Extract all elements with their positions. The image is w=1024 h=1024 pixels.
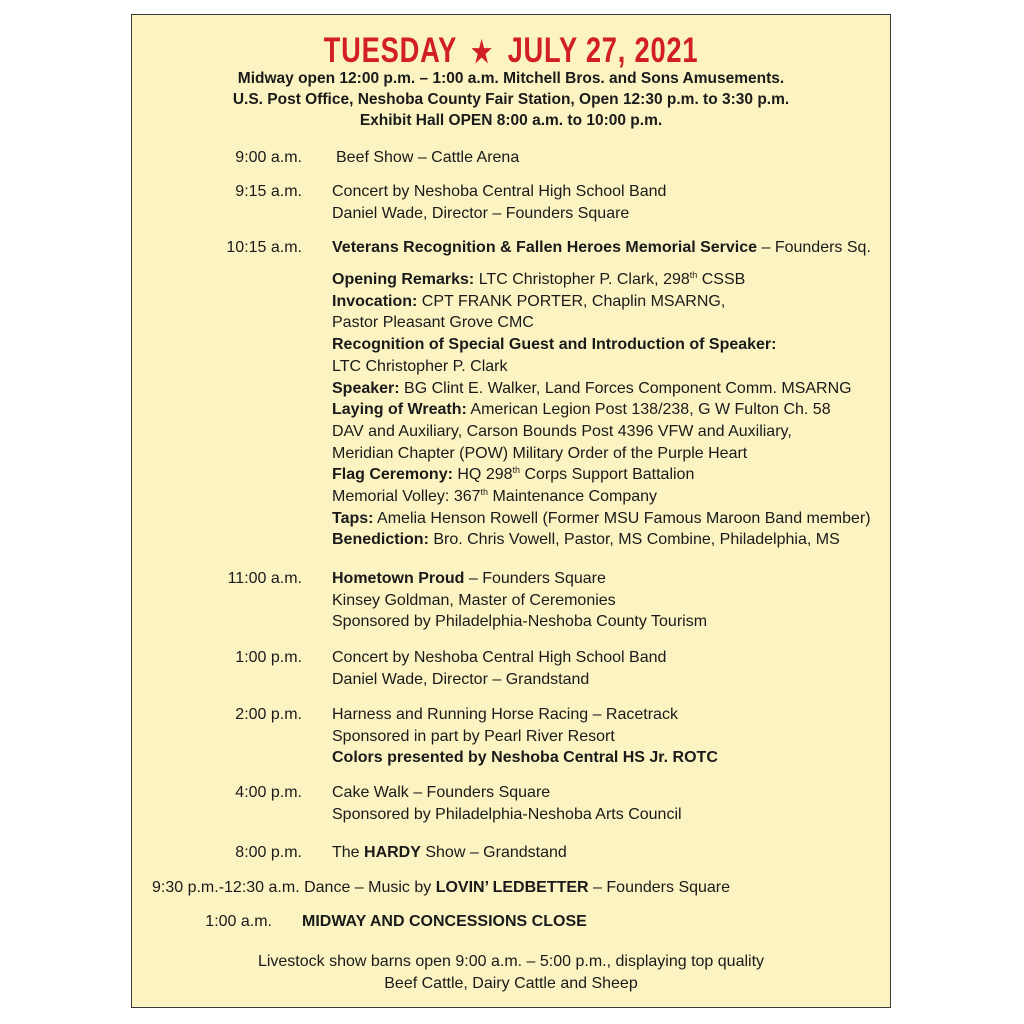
page-title bbox=[215, 31, 806, 71]
program-text: LTC Christopher P. Clark, 298 bbox=[474, 271, 690, 288]
event-time: 2:00 p.m. bbox=[235, 706, 302, 723]
program-text: DAV and Auxiliary, Carson Bounds Post 4396 VFW and Auxiliary, bbox=[332, 422, 792, 440]
event-line-bold: Colors presented by Neshoba Central HS Jr. ROTC bbox=[332, 749, 718, 767]
event-time: 1:00 a.m. bbox=[205, 913, 272, 930]
event-time: 9:00 a.m. bbox=[235, 149, 302, 166]
program-text: BG Clint E. Walker, Land Forces Component Comm. MSARNG bbox=[399, 379, 852, 397]
event-line: Sponsored in part by Pearl River Resort bbox=[332, 727, 615, 745]
event-line: – Founders Square bbox=[588, 879, 731, 896]
event-line: Harness and Running Horse Racing – Racetrack bbox=[332, 706, 678, 723]
event-line: Beef Show – Cattle Arena bbox=[336, 149, 520, 166]
program-text: Maintenance Company bbox=[488, 488, 658, 506]
event-time: 4:00 p.m. bbox=[235, 784, 302, 801]
program-text: Bro. Chris Vowell, Pastor, MS Combine, Philadelphia, MS bbox=[428, 531, 840, 549]
intro-line: U.S. Post Office, Neshoba County Fair Station, Open 12:30 p.m. to 3:30 p.m. bbox=[232, 91, 790, 108]
event-line: Sponsored by Philadelphia-Neshoba County Tourism bbox=[332, 613, 708, 631]
footer-line: Livestock show barns open 9:00 a.m. – 5:00 p.m., displaying top quality bbox=[257, 953, 765, 970]
event-title bbox=[332, 237, 871, 259]
event-line: Daniel Wade, Director – Founders Square bbox=[332, 204, 630, 222]
program-text: Memorial Volley: 367 bbox=[332, 488, 481, 506]
event-time: 9:15 a.m. bbox=[235, 183, 302, 200]
intro-line: Exhibit Hall OPEN 8:00 a.m. to 10:00 p.m. bbox=[359, 112, 663, 129]
event-time: 10:15 a.m. bbox=[226, 239, 302, 256]
program-label: Invocation: bbox=[332, 292, 418, 310]
program-label: Flag Ceremony: bbox=[332, 466, 453, 484]
event-line-bold: HARDY bbox=[364, 844, 421, 861]
event-line: The bbox=[332, 844, 365, 861]
event-line: Concert by Neshoba Central High School Band bbox=[332, 649, 667, 666]
program-label: Laying of Wreath: bbox=[332, 401, 467, 419]
event-time: 9:30 p.m.-12:30 a.m. bbox=[152, 879, 300, 896]
event-line-bold: LOVIN’ LEDBETTER bbox=[435, 879, 589, 896]
star-icon: ★ bbox=[471, 36, 493, 69]
program-text: Pastor Pleasant Grove CMC bbox=[332, 314, 534, 332]
event-line: Concert by Neshoba Central High School Band bbox=[332, 183, 667, 200]
program-label: Taps: bbox=[332, 509, 374, 527]
event-title-rest: – Founders Sq. bbox=[757, 239, 871, 256]
ordinal-suffix: th bbox=[480, 487, 489, 498]
intro-block bbox=[132, 68, 890, 131]
event-time: 8:00 p.m. bbox=[235, 844, 302, 861]
program-label: Opening Remarks: bbox=[332, 271, 475, 288]
event-line: – Founders Square bbox=[464, 570, 606, 587]
ordinal-suffix: th bbox=[512, 465, 521, 476]
fair-schedule-poster bbox=[131, 14, 891, 1008]
program-label: Recognition of Special Guest and Introduction of Speaker: bbox=[332, 336, 777, 354]
program-label: Speaker: bbox=[332, 379, 400, 397]
program-text: Corps Support Battalion bbox=[520, 466, 695, 484]
event-title-bold: Veterans Recognition & Fallen Heroes Memorial Service bbox=[332, 239, 758, 256]
footer-note bbox=[132, 951, 890, 994]
program-text: CSSB bbox=[697, 271, 746, 288]
event-time: 1:00 p.m. bbox=[235, 649, 302, 666]
event-line-bold: MIDWAY AND CONCESSIONS CLOSE bbox=[302, 913, 587, 930]
event-line: Sponsored by Philadelphia-Neshoba Arts Council bbox=[332, 805, 682, 823]
event-title-bold: Hometown Proud bbox=[332, 570, 465, 587]
intro-line: Midway open 12:00 p.m. – 1:00 a.m. Mitchell Bros. and Sons Amusements. bbox=[237, 70, 785, 87]
title-day: TUESDAY bbox=[323, 31, 457, 70]
program-text: Meridian Chapter (POW) Military Order of the Purple Heart bbox=[332, 444, 748, 462]
program-text: Amelia Henson Rowell (Former MSU Famous Maroon Band member) bbox=[373, 509, 871, 527]
program-text: American Legion Post 138/238, G W Fulton Ch. 58 bbox=[466, 401, 831, 419]
footer-line: Beef Cattle, Dairy Cattle and Sheep bbox=[384, 974, 638, 992]
event-line: Show – Grandstand bbox=[420, 844, 567, 861]
event-line: Kinsey Goldman, Master of Ceremonies bbox=[332, 591, 616, 609]
program-text: CPT FRANK PORTER, Chaplin MSARNG, bbox=[417, 292, 726, 310]
event-time: 11:00 a.m. bbox=[227, 570, 302, 587]
event-line: Cake Walk – Founders Square bbox=[332, 784, 551, 801]
event-line: Daniel Wade, Director – Grandstand bbox=[332, 670, 590, 688]
event-line: Dance – Music by bbox=[299, 879, 436, 896]
title-date: JULY 27, 2021 bbox=[507, 31, 699, 70]
program-text: HQ 298 bbox=[452, 466, 513, 484]
program-text: LTC Christopher P. Clark bbox=[332, 357, 508, 375]
program-label: Benediction: bbox=[332, 531, 429, 549]
ordinal-suffix: th bbox=[689, 270, 698, 280]
